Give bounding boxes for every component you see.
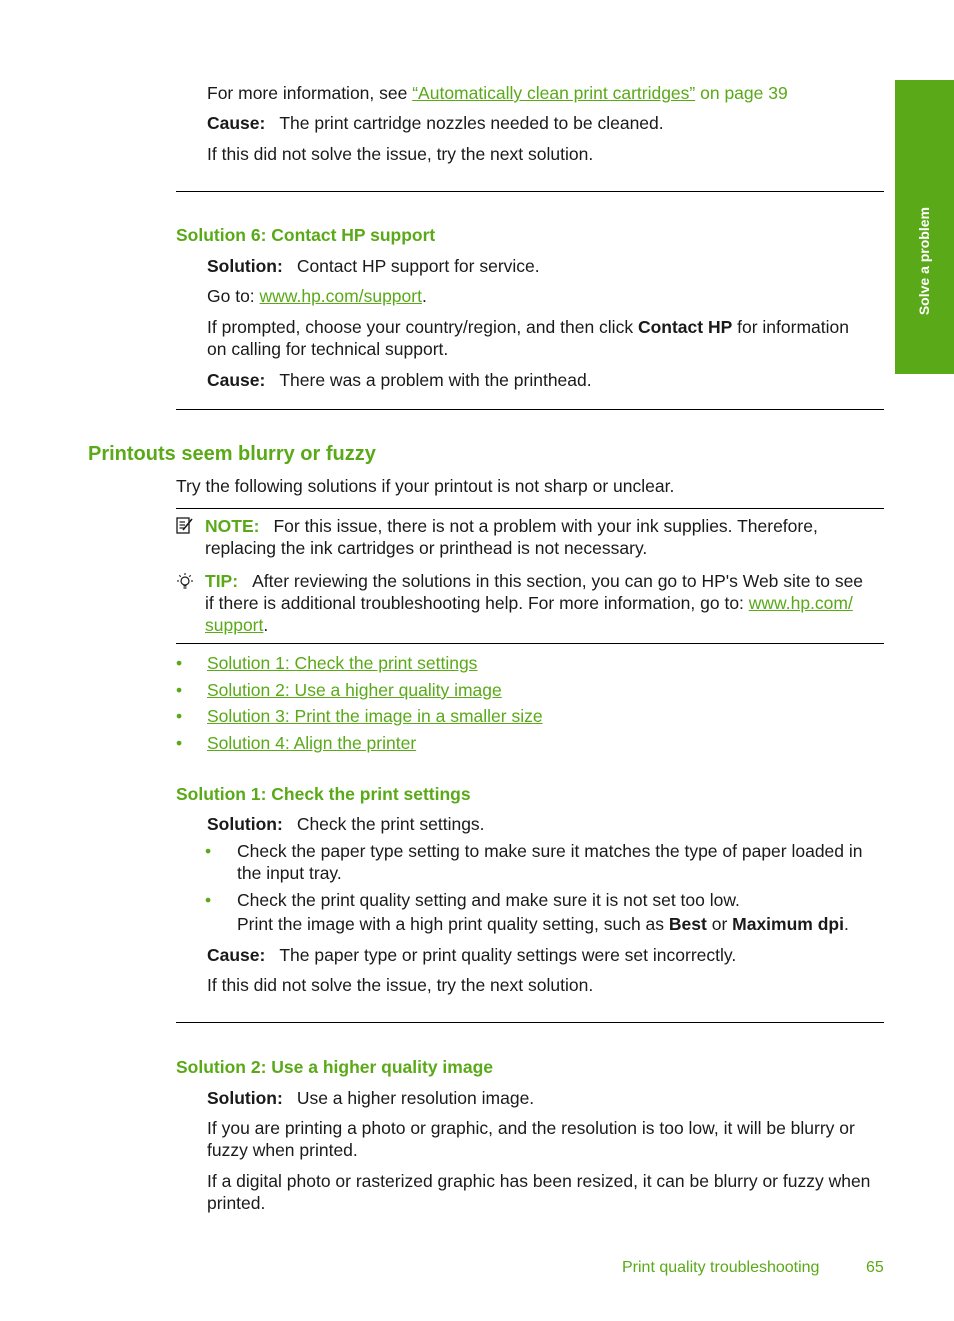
solution-label: Solution: [207, 1088, 283, 1108]
para2-line2: printed. [207, 1193, 266, 1213]
prompt-suffix: for information [732, 317, 849, 337]
solution1-bullet1 [237, 840, 887, 884]
goto-prefix: Go to: [207, 286, 260, 306]
note-line2: replacing the ink cartridges or printhead is not necessary. [205, 538, 648, 558]
bullet2-line1: Check the print quality setting and make sure it is not set too low. [237, 890, 740, 910]
para1-line2: fuzzy when printed. [207, 1140, 358, 1160]
blurry-heading: Printouts seem blurry or fuzzy [88, 443, 376, 465]
solution1-heading: Solution 1: Check the print settings [176, 784, 471, 804]
solution1-link[interactable]: Solution 1: Check the print settings [207, 653, 478, 673]
tip-suffix: . [263, 615, 269, 635]
tip-link-cont[interactable]: support [205, 615, 264, 635]
note-line1: For this issue, there is not a problem with your ink supplies. Therefore, [273, 516, 818, 536]
tip-line1: After reviewing the solutions in this section, you can go to HP's Web site to see [252, 571, 864, 591]
side-tab-label: Solve a problem [916, 207, 932, 316]
more-info-prefix: For more information, see [207, 83, 413, 103]
solution2-link[interactable]: Solution 2: Use a higher quality image [207, 680, 502, 700]
solution2-para2 [207, 1170, 887, 1214]
bullet2-mid: or [706, 914, 733, 934]
solution6-cause [207, 369, 592, 391]
bullet: • [205, 841, 212, 861]
bullet2-suffix: . [843, 914, 849, 934]
note-icon [175, 515, 195, 535]
note-block [205, 515, 890, 559]
solution3-link[interactable]: Solution 3: Print the image in a smaller size [207, 706, 543, 726]
bullet: • [176, 733, 183, 753]
cause-label: Cause: [207, 113, 266, 133]
para1-line1: If you are printing a photo or graphic, and the resolution is too low, it will be blurry or [207, 1118, 855, 1138]
divider [176, 508, 884, 509]
solution-text: Check the print settings. [296, 814, 485, 834]
divider [176, 1022, 884, 1023]
tip-block [205, 570, 890, 636]
solution-label: Solution: [207, 256, 283, 276]
para2-line1: If a digital photo or rasterized graphic has been resized, it can be blurry or fuzzy when [207, 1171, 871, 1191]
cause-label: Cause: [207, 370, 266, 390]
bullet: • [176, 653, 183, 673]
footer-section: Print quality troubleshooting [622, 1259, 820, 1276]
hp-support-link[interactable]: www.hp.com/support [259, 286, 422, 306]
bullet1-line2: the input tray. [237, 863, 342, 883]
tip-label: TIP: [205, 571, 239, 591]
divider [176, 191, 884, 192]
divider [176, 643, 884, 644]
intro-next-solution: If this did not solve the issue, try the next solution. [207, 144, 594, 164]
solution6-goto [207, 285, 427, 307]
solution6-heading: Solution 6: Contact HP support [176, 225, 436, 245]
cause-label: Cause: [207, 945, 266, 965]
cause-text: There was a problem with the printhead. [279, 370, 592, 390]
solution-label: Solution: [207, 814, 283, 834]
more-info-line [207, 82, 788, 104]
solution1-cause [207, 944, 736, 966]
bullet: • [176, 680, 183, 700]
page-number: 65 [866, 1259, 884, 1276]
bullet2-line2: Print the image with a high print quality setting, such as [237, 914, 669, 934]
goto-suffix: . [421, 286, 427, 306]
tip-line2: if there is additional troubleshooting help. For more information, go to: [205, 593, 749, 613]
best-label: Best [668, 914, 707, 934]
cause-text: The paper type or print quality settings were set incorrectly. [279, 945, 737, 965]
solution6-prompt [207, 316, 887, 360]
solution1-bullet2 [237, 889, 887, 935]
solution2-heading: Solution 2: Use a higher quality image [176, 1057, 493, 1077]
tip-link[interactable]: www.hp.com/ [748, 593, 853, 613]
more-info-link[interactable]: “Automatically clean print cartridges” [412, 83, 696, 103]
prompt-line2: on calling for technical support. [207, 339, 449, 359]
solution-text: Contact HP support for service. [296, 256, 540, 276]
more-info-page[interactable]: on page 39 [695, 83, 788, 103]
solution-text: Use a higher resolution image. [296, 1088, 535, 1108]
bullet: • [176, 706, 183, 726]
lightbulb-icon [175, 572, 195, 592]
solution1-next-solution: If this did not solve the issue, try the next solution. [207, 975, 594, 995]
solution2-solution [207, 1087, 534, 1109]
maximum-dpi-label: Maximum dpi [732, 914, 844, 934]
side-tab [895, 80, 954, 374]
bullet1-line1: Check the paper type setting to make sure it matches the type of paper loaded in [237, 841, 863, 861]
intro-cause [207, 112, 664, 134]
solution2-para1 [207, 1117, 887, 1161]
prompt-prefix: If prompted, choose your country/region, and then click [207, 317, 638, 337]
bullet: • [205, 890, 212, 910]
note-label: NOTE: [205, 516, 260, 536]
cause-text: The print cartridge nozzles needed to be cleaned. [279, 113, 664, 133]
solution4-link[interactable]: Solution 4: Align the printer [207, 733, 417, 753]
solution6-solution [207, 255, 540, 277]
blurry-intro: Try the following solutions if your printout is not sharp or unclear. [176, 476, 675, 496]
divider [176, 409, 884, 410]
solution1-solution [207, 813, 485, 835]
contact-hp-label: Contact HP [637, 317, 733, 337]
